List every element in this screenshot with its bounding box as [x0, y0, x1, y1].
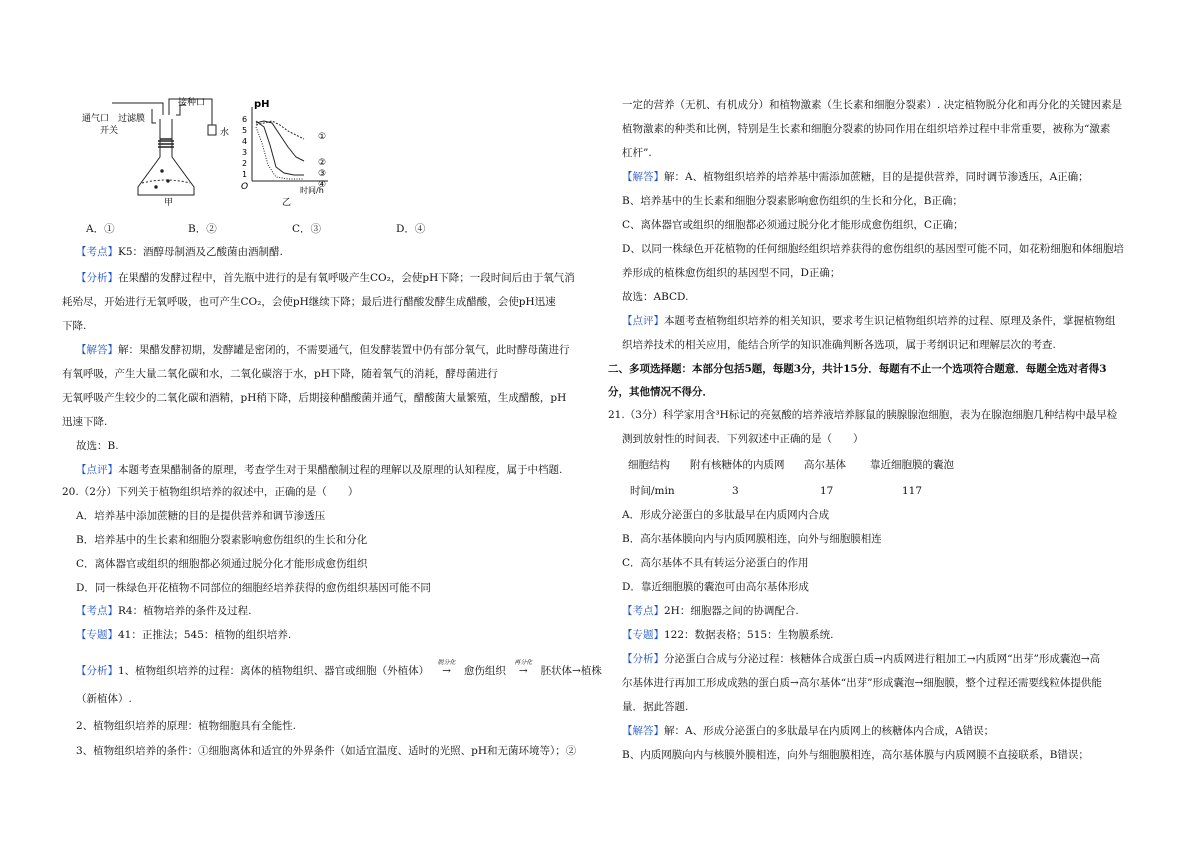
label-filter: 过滤膜: [118, 114, 146, 124]
q21-table-row-label: 时间/min: [630, 485, 675, 497]
dianping-text: 本题考查果醋制备的原理，考查学生对于果醋酿制过程的理解以及原理的认知程度，属于中档题.: [118, 464, 563, 476]
q21-table-head-3: 高尔基体: [804, 459, 846, 471]
arrow2-label: 再分化: [514, 659, 533, 666]
q19-option-c: C．③: [292, 223, 322, 235]
q20-fenxi-p2: 2、植物组织培养的原理：植物细胞具有全能性.: [76, 720, 297, 732]
graph-ylabel: pH: [254, 99, 270, 110]
fenxi-text: 在果醋的发酵过程中，首先瓶中进行的是有氧呼吸产生CO₂，会使pH下降；一段时间后由于氧气消: [118, 272, 575, 284]
q21-option-c: C．高尔基体不具有转运分泌蛋白的作用: [622, 557, 809, 569]
q20-dianping-line2: 织培养技术的相关应用，能结合所学的知识准确判断各选项，属于考纲识记和理解层次的考查.: [622, 339, 1056, 351]
q20-kaodian-text: R4：植物培养的条件及过程.: [118, 605, 252, 617]
jieda-text: 解：果醋发酵初期，发酵罐是密闭的，不需要通气，但发酵装置中仍有部分氧气，此时酵母菌进行: [118, 344, 570, 356]
q19-fenxi-line3: 下降.: [62, 320, 87, 332]
q21-kaodian-tag: 【考点】: [622, 605, 664, 617]
q20-fenxi-p1c: 胚状体→植株: [540, 665, 602, 677]
q20-fenxi-p1d: （新植体）.: [76, 693, 132, 705]
marker-4: ④: [318, 180, 327, 190]
q19-option-b: B．②: [188, 223, 217, 235]
label-water: 水: [220, 128, 230, 138]
q19-fenxi-line1: [76, 271, 575, 285]
curve-1: [256, 121, 304, 139]
q21-option-d: D．靠近细胞膜的囊泡可由高尔基体形成: [622, 581, 809, 593]
q20-jieda-line3: C、离体器官或组织的细胞都必须通过脱分化才能形成愈伤组织，C正确；: [622, 219, 964, 231]
jieda-tag: 【解答】: [76, 344, 118, 356]
figure-fermenter-and-ph-graph: [82, 95, 382, 207]
label-inlet: 通气口: [82, 114, 110, 124]
q20-zhuanti-text: 41：正推法；545：植物的组织培养.: [118, 629, 292, 641]
q20-fenxi-p1b: 愈伤组织: [463, 665, 506, 677]
q20-dianping-tag: 【点评】: [622, 315, 664, 327]
marker-2: ②: [318, 158, 327, 168]
q19-option-d: D．④: [396, 223, 426, 235]
q20-zhuanti-tag: 【专题】: [76, 629, 118, 641]
q20-fenxi-p1a: 1、植物组织培养的过程：离体的植物组织、器官或细胞（外植体）: [118, 665, 430, 677]
q20-option-b: B．培养基中的生长素和细胞分裂素影响愈伤组织的生长和分化: [76, 534, 368, 546]
q20-fenxi-tag: 【分析】: [76, 665, 118, 677]
q19-jieda-line1: [76, 343, 570, 357]
q20-jieda-first: 解：A、植物组织培养的培养基中需添加蔗糖，目的是提供营养，同时调节渗透压，A正确；: [664, 171, 1089, 183]
marker-1: ①: [318, 132, 327, 142]
caption-yi: 乙: [282, 198, 292, 207]
q20-zhuanti: [76, 628, 291, 642]
q21-zhuanti-tag: 【专题】: [622, 629, 664, 641]
q20-dianping-text: 本题考查植物组织培养的相关知识，要求考生识记植物组织培养的过程、原理及条件，掌握植物组: [664, 315, 1116, 327]
q21-zhuanti-text: 122：数据表格；515：生物膜系统.: [664, 629, 834, 641]
marker-3: ③: [318, 169, 327, 179]
q21-fenxi-line3: 量．据此答题.: [622, 701, 689, 713]
q19-kaodian: [76, 245, 283, 259]
q20-option-c: C．离体器官或组织的细胞都必须通过脱分化才能形成愈伤组织: [76, 558, 368, 570]
label-port: 接种口: [178, 98, 206, 108]
q21-jieda-first: 解：A、形成分泌蛋白的多肽最早在内质网上的核糖体内合成，A错误；: [664, 725, 995, 737]
q21-stem-line2: 测到放射性的时间表．下列叙述中正确的是（ ）: [622, 433, 864, 445]
q20-fenxi-p3: 3、植物组织培养的条件：①细胞离体和适宜的外界条件（如适宜温度、适时的光照、pH和无菌环境等）；②: [76, 745, 577, 757]
arrow-redifferentiation: 再分化 →: [509, 664, 537, 678]
q20-jieda-line5: 养形成的植株愈伤组织的基因型不同，D正确；: [622, 267, 841, 279]
fenxi-tag: 【分析】: [76, 272, 118, 284]
ytick-5: 5: [242, 126, 248, 135]
q21-table-head-2: 附有核糖体的内质网: [690, 459, 785, 471]
q20-kaodian: [76, 604, 251, 618]
graph-xlabel: 时间/h: [300, 186, 324, 195]
q19-answer: 故选：B.: [76, 440, 119, 452]
q21-jieda-tag: 【解答】: [622, 725, 664, 737]
q20-jieda-line2: B、培养基中的生长素和细胞分裂素影响愈伤组织的生长和分化，B正确；: [622, 195, 963, 207]
section2-heading-line1: 二、多项选择题：本部分包括5题，每题3分，共计15分．每题有不止一个选项符合题意．每题全选对者得3: [608, 363, 1107, 375]
q20-jieda-line1: [622, 170, 1089, 184]
ytick-6: 6: [242, 115, 248, 124]
q21-fenxi-line1: [622, 652, 1100, 666]
q20-jieda-tag: 【解答】: [622, 171, 664, 183]
q21-fenxi-tag: 【分析】: [622, 653, 664, 665]
q21-table-head-1: 细胞结构: [628, 459, 670, 471]
q20-stem: 20.（2分）下列关于植物组织培养的叙述中，正确的是（ ）: [62, 486, 359, 498]
ytick-3: 3: [242, 148, 248, 157]
q21-jieda-line2: B、内质网膜向内与核膜外膜相连，向外与细胞膜相连，高尔基体膜与内质网膜不直接联系，B错误；: [622, 749, 1089, 761]
q21-table-val-2: 17: [820, 485, 834, 497]
q20-option-d: D．同一株绿色开花植物不同部位的细胞经培养获得的愈伤组织基因可能不同: [76, 582, 431, 594]
q19-fenxi-line2: 耗殆尽，开始进行无氧呼吸，也可产生CO₂，会使pH继续下降；最后进行醋酸发酵生成醋酸，会使pH迅速: [62, 296, 556, 308]
label-switch: 开关: [100, 126, 119, 136]
ph-graph: [241, 99, 328, 207]
graph-origin: O: [241, 182, 249, 192]
q21-option-a: A．形成分泌蛋白的多肽最早在内质网内合成: [622, 509, 830, 521]
q21-option-b: B．高尔基体膜向内与内质网膜相连，向外与细胞膜相连: [622, 533, 882, 545]
kaodian-text: K5：酒醇母制酒及乙酸菌由酒制醋.: [118, 246, 283, 258]
section2-heading-line2: 分，其他情况不得分．: [608, 386, 713, 398]
ytick-1: 1: [242, 170, 248, 179]
dianping-tag: 【点评】: [76, 464, 118, 476]
cont-line1: 一定的营养（无机、有机成分）和植物激素（生长素和细胞分裂素）. 决定植物脱分化和再分化的关键因素是: [622, 99, 1123, 111]
q19-jieda-line2: 有氧呼吸，产生大量二氧化碳和水，二氧化碳溶于水，pH下降，随着氧气的消耗，酵母菌进行: [62, 368, 498, 380]
q19-jieda-line3: 无氧呼吸产生较少的二氧化碳和酒精，pH稍下降，后期接种醋酸菌并通气，醋酸菌大量繁殖，生成醋酸，pH: [62, 392, 567, 404]
q21-stem-line1: 21.（3分）科学家用含³H标记的亮氨酸的培养液培养豚鼠的胰腺腺泡细胞，表为在腺泡细胞几种结构中最早检: [608, 409, 1118, 421]
curve-3: [256, 121, 304, 175]
q21-zhuanti: [622, 628, 833, 642]
caption-jia: 甲: [164, 198, 174, 207]
q21-jieda-line1: [622, 724, 994, 738]
q20-kaodian-tag: 【考点】: [76, 605, 118, 617]
q20-answer: 故选：ABCD.: [622, 291, 689, 303]
q19-option-a: A．①: [86, 223, 115, 235]
q19-jieda-line4: 迅速下降.: [62, 416, 108, 428]
q21-table-head-4: 靠近细胞膜的囊泡: [870, 459, 954, 471]
q21-table-val-1: 3: [732, 485, 739, 497]
q21-fenxi-text: 分泌蛋白合成与分泌过程：核糖体合成蛋白质→内质网进行粗加工→内质网“出芽”形成囊泡→高: [664, 653, 1101, 665]
arrow1-label: 脱分化: [437, 659, 456, 666]
q20-fenxi-line1: [76, 659, 602, 678]
q21-kaodian: [622, 604, 799, 618]
cont-line2: 植物激素的种类和比例，特别是生长素和细胞分裂素的协同作用在组织培养过程中非常重要，被称为“激素: [622, 123, 1111, 135]
ytick-4: 4: [242, 137, 248, 146]
q20-option-a: A．培养基中添加蔗糖的目的是提供营养和调节渗透压: [76, 510, 326, 522]
arrow-dedifferentiation: 脱分化 →: [433, 664, 461, 678]
q20-jieda-line4: D、以同一株绿色开花植物的任何细胞经组织培养获得的愈伤组织的基因型可能不同，如花粉细胞和体细胞培: [622, 243, 1124, 255]
q21-fenxi-line2: 尔基体进行再加工形成成熟的蛋白质→高尔基体“出芽”形成囊泡→细胞膜，整个过程还需要线粒体提供能: [622, 677, 1102, 689]
q19-dianping: [76, 463, 562, 477]
cont-line3: 杠杆”.: [622, 147, 652, 159]
q20-dianping-line1: [622, 314, 1116, 328]
ytick-2: 2: [242, 159, 248, 168]
kaodian-tag: 【考点】: [76, 246, 118, 258]
q21-kaodian-text: 2H：细胞器之间的协调配合.: [664, 605, 799, 617]
q21-table-val-3: 117: [902, 485, 923, 497]
